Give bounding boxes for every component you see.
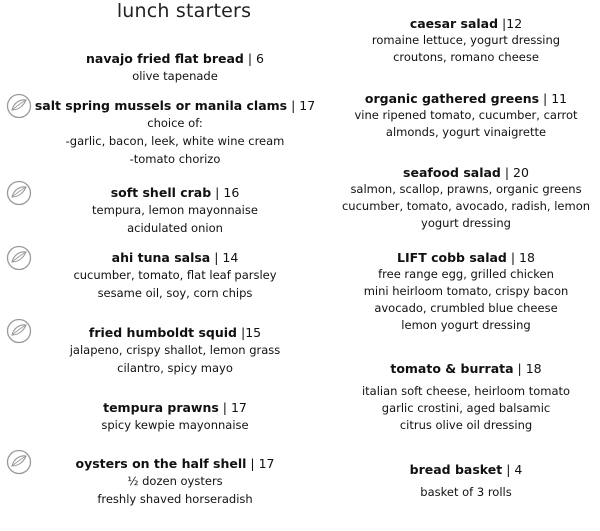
- item-name: oysters on the half shell: [75, 456, 247, 471]
- item-price: 18: [519, 250, 535, 265]
- item-description: vine ripened tomato, cucumber, carrot: [354, 108, 578, 122]
- item-description: olive tapenade: [132, 69, 218, 83]
- item-description: ½ dozen oysters: [127, 474, 223, 488]
- menu-item: organic gathered greens | 11 vine ripened tomato, cucumber, carrot almonds, yogurt vinaigrette: [330, 90, 600, 141]
- menu-item: bread basket | 4 basket of 3 rolls: [330, 461, 600, 501]
- item-description: -tomato chorizo: [129, 152, 221, 166]
- item-name: LIFT cobb salad: [397, 250, 507, 265]
- item-description: choice of:: [147, 116, 203, 130]
- item-price: 17: [230, 400, 247, 415]
- item-description: cucumber, tomato, avocado, radish, lemon: [341, 199, 591, 213]
- item-description: freshly shaved horseradish: [97, 492, 253, 506]
- item-price: 18: [525, 361, 542, 376]
- item-price: 11: [551, 91, 568, 106]
- item-description: garlic crostini, aged balsamic: [381, 401, 551, 415]
- item-name: bread basket: [409, 462, 503, 477]
- item-name: organic gathered greens: [364, 91, 540, 106]
- leaf-icon: [5, 318, 33, 344]
- item-description: cilantro, spicy mayo: [117, 361, 233, 375]
- item-description: salmon, scallop, prawns, organic greens: [350, 182, 582, 196]
- menu-item: caesar salad |12 romaine lettuce, yogurt dressing croutons, romano cheese: [330, 15, 600, 66]
- item-name: soft shell crab: [110, 185, 212, 200]
- item-description: cucumber, tomato, flat leaf parsley: [73, 268, 277, 282]
- item-description: spicy kewpie mayonnaise: [101, 418, 249, 432]
- menu-item: tomato & burrata | 18 italian soft cheese, heirloom tomato garlic crostini, aged balsamic citrus olive oil dressing: [330, 360, 600, 434]
- menu-item: soft shell crab | 16 tempura, lemon mayonnaise acidulated onion: [10, 184, 340, 237]
- item-price: 4: [514, 462, 523, 477]
- leaf-icon: [5, 180, 33, 206]
- item-name: fried humboldt squid: [88, 325, 237, 340]
- leaf-icon: [5, 245, 33, 271]
- item-name: navajo fried flat bread: [86, 51, 244, 66]
- item-price: 20: [513, 165, 529, 180]
- menu-item: navajo fried flat bread | 6 olive tapenade: [10, 50, 340, 85]
- item-price: 17: [258, 456, 275, 471]
- item-price: 15: [245, 325, 262, 340]
- menu-item: tempura prawns | 17 spicy kewpie mayonnaise: [10, 399, 340, 434]
- item-name: ahi tuna salsa: [111, 250, 211, 265]
- item-description: citrus olive oil dressing: [399, 418, 533, 432]
- item-name: caesar salad: [409, 16, 499, 31]
- item-price: 14: [222, 250, 239, 265]
- item-description: italian soft cheese, heirloom tomato: [361, 384, 571, 398]
- leaf-icon: [5, 93, 33, 119]
- item-description: croutons, romano cheese: [393, 50, 539, 64]
- menu-item: ahi tuna salsa | 14 cucumber, tomato, flat leaf parsley sesame oil, soy, corn chips: [10, 249, 340, 302]
- item-name: tomato & burrata: [390, 361, 514, 376]
- item-description: almonds, yogurt vinaigrette: [385, 125, 547, 139]
- menu-item: oysters on the half shell | 17 ½ dozen oysters freshly shaved horseradish: [10, 455, 340, 508]
- item-description: mini heirloom tomato, crispy bacon: [363, 284, 569, 298]
- item-description: sesame oil, soy, corn chips: [97, 286, 253, 300]
- item-description: jalapeno, crispy shallot, lemon grass: [69, 343, 281, 357]
- item-name: salt spring mussels or manila clams: [34, 98, 288, 113]
- item-description: basket of 3 rolls: [420, 485, 512, 499]
- menu-item: LIFT cobb salad | 18 free range egg, grilled chicken mini heirloom tomato, crispy bacon avocado, crumbled blue cheese lemon yogurt dressing: [330, 249, 600, 334]
- item-description: lemon yogurt dressing: [401, 318, 531, 332]
- item-description: romaine lettuce, yogurt dressing: [371, 33, 561, 47]
- item-price: 16: [223, 185, 240, 200]
- item-price: 6: [256, 51, 264, 66]
- item-description: free range egg, grilled chicken: [378, 267, 554, 281]
- item-description: acidulated onion: [127, 221, 223, 235]
- menu-item: salt spring mussels or manila clams | 17 choice of: -garlic, bacon, leek, white wine cream -tomato chorizo: [10, 97, 340, 168]
- item-description: -garlic, bacon, leek, white wine cream: [65, 134, 285, 148]
- item-price: 17: [299, 98, 316, 113]
- item-description: tempura, lemon mayonnaise: [92, 203, 258, 217]
- item-description: yogurt dressing: [421, 216, 511, 230]
- item-description: avocado, crumbled blue cheese: [374, 301, 558, 315]
- item-price: 12: [506, 16, 523, 31]
- item-name: tempura prawns: [103, 400, 219, 415]
- item-name: seafood salad: [403, 165, 501, 180]
- leaf-icon: [5, 449, 33, 475]
- page-title: lunch starters: [116, 0, 252, 22]
- menu-item: seafood salad | 20 salmon, scallop, prawns, organic greens cucumber, tomato, avocado, radish, lemon yogurt dressing: [330, 164, 600, 232]
- menu-item: fried humboldt squid |15 jalapeno, crispy shallot, lemon grass cilantro, spicy mayo: [10, 324, 340, 377]
